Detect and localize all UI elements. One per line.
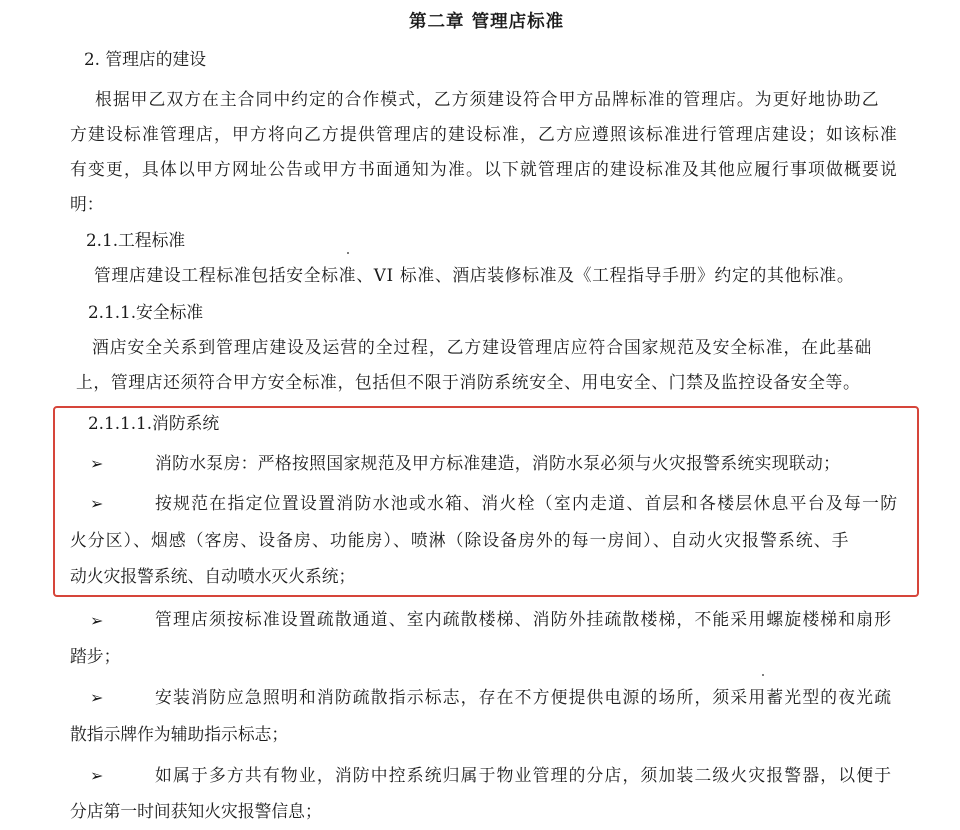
bullet-4-line-2: 散指示牌作为辅助指示标志；: [70, 724, 289, 744]
bullet-arrow-icon: ➢: [90, 688, 104, 707]
bullet-1-line-1: 消防水泵房：严格按照国家规范及甲方标准建造，消防水泵必须与火灾报警系统实现联动；: [155, 453, 841, 473]
bullet-arrow-icon: ➢: [90, 454, 104, 473]
intro-line-2: 方建设标准管理店，甲方将向乙方提供管理店的建设标准，乙方应遵照该标准进行管理店建设；如该标准: [70, 124, 899, 144]
bullet-arrow-icon: ➢: [90, 611, 104, 630]
bullet-2-line-2: 火分区）、烟感（客房、设备房、功能房）、喷淋（除设备房外的每一房间）、自动火灾报警系统、手: [70, 530, 850, 550]
safety-line-1: 酒店安全关系到管理店建设及运营的全过程，乙方建设管理店应符合国家规范及安全标准，在此基础: [92, 337, 873, 357]
bullet-arrow-icon: ➢: [90, 766, 104, 785]
intro-line-1: 根据甲乙双方在主合同中约定的合作模式，乙方须建设符合甲方品牌标准的管理店。为更好地协助乙: [95, 89, 880, 109]
scan-speck: [762, 674, 764, 676]
section-heading-2-1-1: 2.1.1.安全标准: [88, 302, 204, 322]
section-heading-2-1: 2.1.工程标准: [86, 230, 186, 250]
bullet-2-line-3: 动火灾报警系统、自动喷水灭火系统；: [70, 566, 356, 586]
intro-line-3: 有变更，具体以甲方网址公告或甲方书面通知为准。以下就管理店的建设标准及其他应履行事项做概要说: [70, 159, 899, 179]
bullet-5-line-1: 如属于多方共有物业，消防中控系统归属于物业管理的分店，须加装二级火灾报警器，以便于: [155, 765, 893, 785]
section-heading-2: 2. 管理店的建设: [84, 49, 207, 69]
bullet-3-line-1: 管理店须按标准设置疏散通道、室内疏散楼梯、消防外挂疏散楼梯，不能采用螺旋楼梯和扇形: [155, 609, 893, 629]
bullet-2-line-1: 按规范在指定位置设置消防水池或水箱、消火栓（室内走道、首层和各楼层休息平台及每一防: [155, 493, 899, 513]
safety-line-2: 上，管理店还须符合甲方安全标准，包括但不限于消防系统安全、用电安全、门禁及监控设备安全等。: [76, 372, 861, 392]
bullet-4-line-1: 安装消防应急照明和消防疏散指示标志，存在不方便提供电源的场所，须采用蓄光型的夜光疏: [155, 687, 893, 707]
bullet-5-line-2: 分店第一时间获知火灾报警信息；: [70, 801, 322, 821]
bullet-3-line-2: 踏步；: [70, 646, 121, 666]
chapter-title: 第二章 管理店标准: [409, 12, 565, 32]
section-heading-2-1-1-1: 2.1.1.1.消防系统: [88, 413, 220, 433]
scan-speck: [347, 252, 349, 254]
engineering-standard-line: 管理店建设工程标准包括安全标准、VI 标准、酒店装修标准及《工程指导手册》约定的其他标准。: [94, 265, 855, 285]
bullet-arrow-icon: ➢: [90, 494, 104, 513]
intro-line-4: 明：: [70, 194, 104, 214]
